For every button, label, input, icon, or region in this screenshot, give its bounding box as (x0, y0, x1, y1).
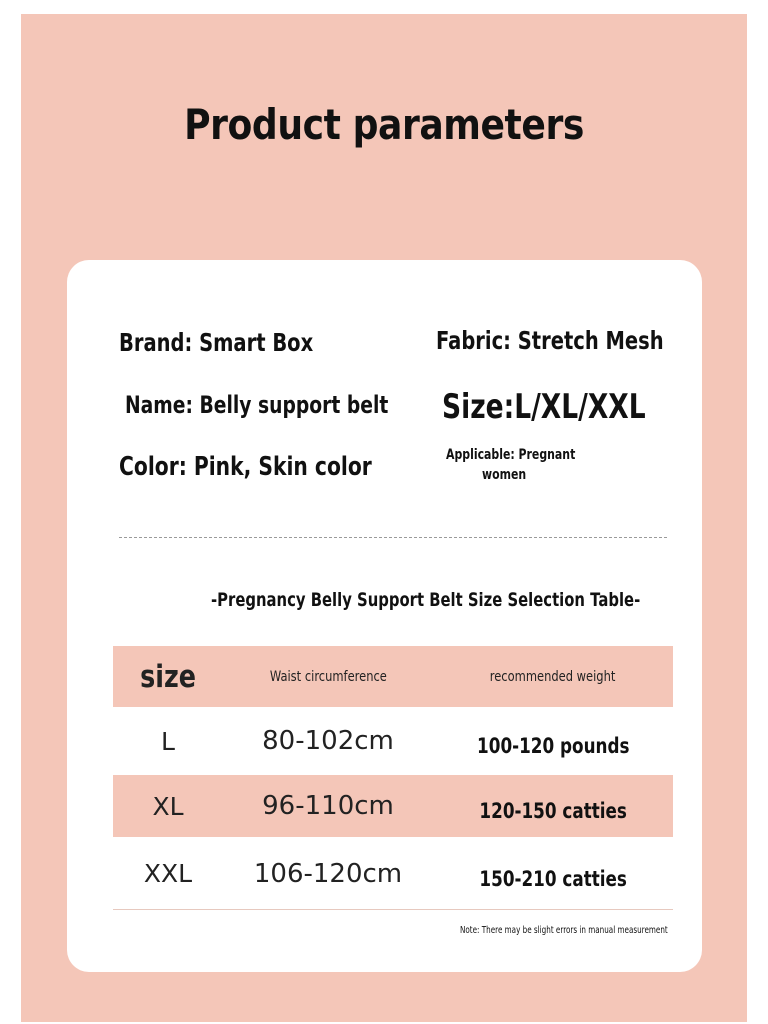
header-weight: recommended weight (490, 668, 616, 685)
table-caption: -Pregnancy Belly Support Belt Size Selection Table- (211, 589, 641, 611)
table-row (113, 707, 673, 775)
applicable-param-line2: women (482, 467, 527, 483)
size-cell: L (161, 726, 175, 756)
brand-param: Brand: Smart Box (119, 328, 314, 357)
table-header-row (113, 646, 673, 707)
dashed-divider (119, 537, 667, 538)
waist-cell: 106-120cm (253, 858, 403, 889)
weight-cell: 150-210 catties (479, 866, 627, 891)
measurement-note: Note: There may be slight errors in manual measurement (460, 925, 668, 936)
name-param: Name: Belly support belt (125, 391, 389, 419)
table-row (113, 837, 673, 910)
color-param: Color: Pink, Skin color (119, 452, 372, 482)
waist-cell: 96-110cm (262, 791, 394, 821)
applicable-param-line1: Applicable: Pregnant (446, 447, 576, 463)
size-cell: XL (152, 791, 184, 821)
waist-cell: 80-102cm (262, 726, 394, 756)
size-table (113, 646, 673, 910)
size-cell: XXL (143, 859, 193, 888)
header-waist: Waist circumference (269, 668, 387, 685)
table-row (113, 775, 673, 837)
page-title: Product parameters (184, 100, 584, 149)
fabric-param: Fabric: Stretch Mesh (436, 326, 664, 355)
size-param: Size:L/XL/XXL (442, 387, 646, 427)
weight-cell: 100-120 pounds (476, 734, 630, 758)
table-bottom-border (113, 909, 673, 910)
header-size: size (140, 658, 196, 695)
weight-cell: 120-150 catties (479, 799, 627, 823)
